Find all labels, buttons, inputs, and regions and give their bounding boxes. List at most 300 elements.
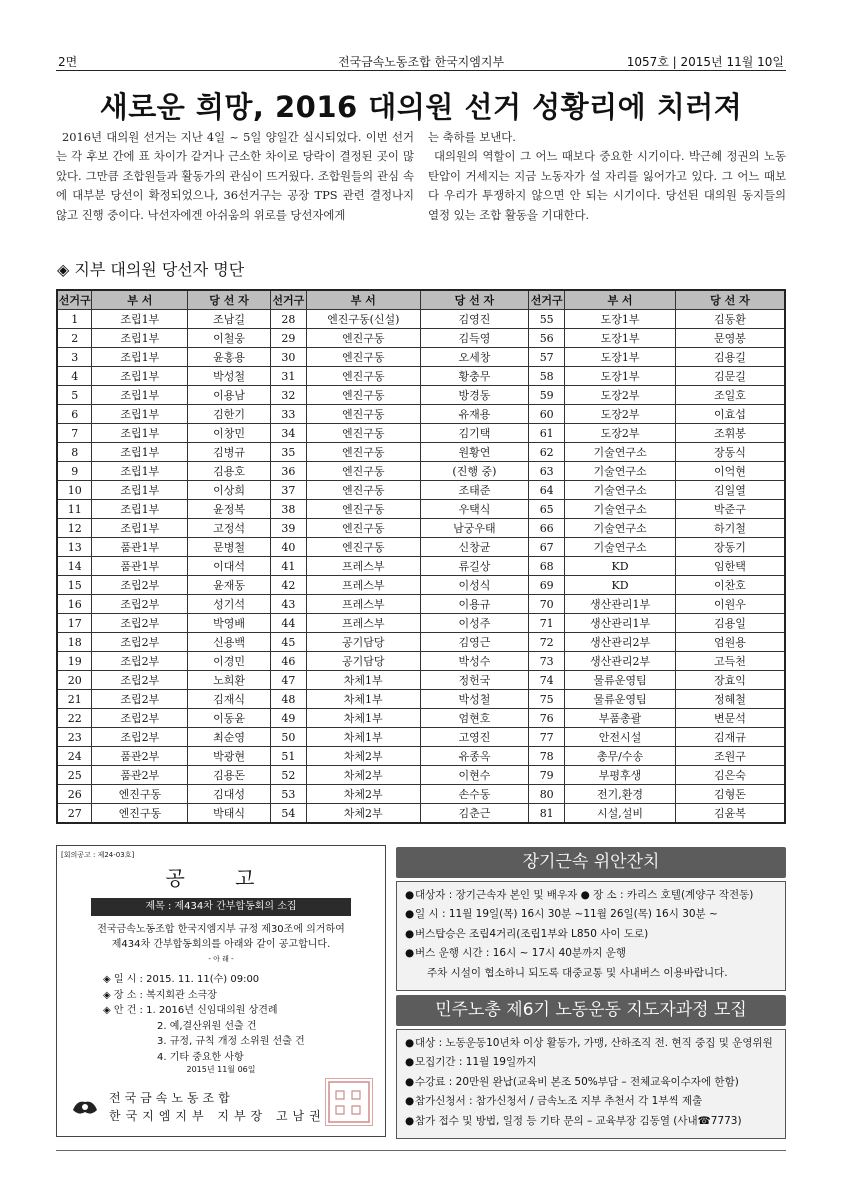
table-cell: 오세창 — [420, 348, 529, 367]
table-cell: 윤홍용 — [188, 348, 271, 367]
table-cell: 원황연 — [420, 443, 529, 462]
table-cell: 75 — [529, 690, 565, 709]
table-row — [57, 386, 785, 405]
table-cell: 남궁우태 — [420, 519, 529, 538]
table-cell: 기술연구소 — [565, 519, 676, 538]
table-cell: 고득천 — [675, 652, 785, 671]
table-cell: 프레스부 — [306, 595, 420, 614]
table-cell: 65 — [529, 500, 565, 519]
footer-divider — [56, 1150, 786, 1151]
table-row — [57, 633, 785, 652]
table-cell: 신용백 — [188, 633, 271, 652]
table-cell: 윤재동 — [188, 576, 271, 595]
table-row — [57, 614, 785, 633]
table-cell: 엔진구동 — [306, 462, 420, 481]
table-cell: 박태식 — [188, 804, 271, 824]
table-cell: 김한기 — [188, 405, 271, 424]
table-cell: 유재용 — [420, 405, 529, 424]
table-cell: 32 — [270, 386, 306, 405]
table-row — [57, 595, 785, 614]
column-header: 부 서 — [565, 290, 676, 310]
table-cell: 장동기 — [675, 538, 785, 557]
table-cell: 17 — [57, 614, 92, 633]
notice-reference: [회의공고 : 제24-03호] — [61, 851, 135, 859]
table-cell: 조립1부 — [92, 462, 188, 481]
headline: 새로운 희망, 2016 대의원 선거 성황리에 치러져 — [99, 90, 743, 124]
table-cell: 엔진구동 — [306, 386, 420, 405]
table-cell: 유종옥 — [420, 747, 529, 766]
table-cell: 74 — [529, 671, 565, 690]
table-cell: 물류운영팀 — [565, 690, 676, 709]
table-cell: 엔진구동 — [92, 804, 188, 824]
intro-paragraph: 대의원의 역할이 그 어느 때보다 중요한 시기이다. 박근혜 정권의 노동탄압이 거세지는 지금 노동자가 설 자리를 잃어가고 있다. 그 어느 때보다 우리가 투쟁하지 않으면 안 되는 시기이다. 당선된 대의원 동지들의 열정 있는 조합 활동을 기대한다. — [428, 149, 786, 222]
table-cell: 59 — [529, 386, 565, 405]
table-cell: 정혜철 — [675, 690, 785, 709]
table-cell: 차체2부 — [306, 747, 420, 766]
table-cell: 4 — [57, 367, 92, 386]
page-header — [56, 50, 786, 70]
info-item: ●대상 : 노동운동10년차 이상 활동가, 가맹, 산하조직 전. 현직 중집 및 운영위원 — [405, 1037, 773, 1049]
table-cell: 김영진 — [420, 310, 529, 329]
table-cell: 49 — [270, 709, 306, 728]
table-cell: 1 — [57, 310, 92, 329]
table-cell: 조립2부 — [92, 633, 188, 652]
table-cell: 김병규 — [188, 443, 271, 462]
signature-name: 한국지엠지부 지부장 고남권 — [109, 1109, 326, 1123]
table-cell: 박영배 — [188, 614, 271, 633]
table-cell: 조립2부 — [92, 709, 188, 728]
table-cell: 54 — [270, 804, 306, 824]
table-cell: 차체1부 — [306, 709, 420, 728]
table-cell: 기술연구소 — [565, 538, 676, 557]
table-cell: 이성주 — [420, 614, 529, 633]
table-cell: 엔진구동 — [306, 367, 420, 386]
table-cell: 38 — [270, 500, 306, 519]
table-row — [57, 481, 785, 500]
table-cell: 도장2부 — [565, 386, 676, 405]
table-cell: 41 — [270, 557, 306, 576]
table-cell: KD — [565, 576, 676, 595]
table-cell: 고영진 — [420, 728, 529, 747]
table-cell: 36 — [270, 462, 306, 481]
table-cell: 57 — [529, 348, 565, 367]
table-cell: 50 — [270, 728, 306, 747]
table-cell: 김영근 — [420, 633, 529, 652]
table-cell: 이찬호 — [675, 576, 785, 595]
table-cell: 44 — [270, 614, 306, 633]
column-header: 당 선 자 — [188, 290, 271, 310]
table-cell: 류길상 — [420, 557, 529, 576]
table-cell: 김용돈 — [188, 766, 271, 785]
table-cell: 5 — [57, 386, 92, 405]
table-cell: 부평후생 — [565, 766, 676, 785]
table-cell: 도장1부 — [565, 348, 676, 367]
table-cell: 부품총괄 — [565, 709, 676, 728]
table-cell: 3 — [57, 348, 92, 367]
table-cell: 문영봉 — [675, 329, 785, 348]
table-cell: 62 — [529, 443, 565, 462]
table-cell: 김득영 — [420, 329, 529, 348]
table-cell: 24 — [57, 747, 92, 766]
table-cell: 조립2부 — [92, 595, 188, 614]
column-header: 선거구 — [57, 290, 92, 310]
table-cell: 61 — [529, 424, 565, 443]
table-cell: 김용길 — [675, 348, 785, 367]
table-cell: 차체1부 — [306, 690, 420, 709]
table-cell: 76 — [529, 709, 565, 728]
table-cell: 프레스부 — [306, 576, 420, 595]
table-cell: (진행 중) — [420, 462, 529, 481]
table-cell: 이경민 — [188, 652, 271, 671]
table-cell: 프레스부 — [306, 557, 420, 576]
table-cell: 생산관리2부 — [565, 633, 676, 652]
table-cell: 엔진구동(신설) — [306, 310, 420, 329]
table-cell: 63 — [529, 462, 565, 481]
table-row — [57, 690, 785, 709]
info-item: ●모집기간 : 11월 19일까지 — [405, 1056, 537, 1069]
table-cell: 16 — [57, 595, 92, 614]
table-cell: 조일호 — [675, 386, 785, 405]
table-cell: 6 — [57, 405, 92, 424]
table-cell: 67 — [529, 538, 565, 557]
table-row — [57, 424, 785, 443]
table-cell: 노희환 — [188, 671, 271, 690]
table-cell: 이창민 — [188, 424, 271, 443]
table-cell: 김춘근 — [420, 804, 529, 824]
table-cell: 김용호 — [188, 462, 271, 481]
table-row — [57, 310, 785, 329]
table-cell: 엄원용 — [675, 633, 785, 652]
table-cell: 도장2부 — [565, 424, 676, 443]
table-cell: 39 — [270, 519, 306, 538]
table-cell: 우택식 — [420, 500, 529, 519]
table-cell: 조립1부 — [92, 348, 188, 367]
table-cell: 기술연구소 — [565, 481, 676, 500]
table-cell: 조립2부 — [92, 728, 188, 747]
table-cell: 김윤복 — [675, 804, 785, 824]
table-cell: 조립1부 — [92, 367, 188, 386]
info-item: ●일 시 : 11월 19일(목) 16시 30분 ~11월 26일(목) 16시 30분 ~ — [405, 908, 718, 921]
table-cell: 김대성 — [188, 785, 271, 804]
table-cell: 박성철 — [188, 367, 271, 386]
table-cell: 엔진구동 — [306, 481, 420, 500]
header-divider — [56, 70, 786, 71]
table-cell: 14 — [57, 557, 92, 576]
table-cell: 23 — [57, 728, 92, 747]
table-cell: 이용규 — [420, 595, 529, 614]
table-cell: 26 — [57, 785, 92, 804]
table-cell: 조태준 — [420, 481, 529, 500]
table-cell: 차체2부 — [306, 785, 420, 804]
table-cell: 생산관리2부 — [565, 652, 676, 671]
intro-column-right — [428, 128, 786, 225]
table-cell: 이억현 — [675, 462, 785, 481]
table-cell: 2 — [57, 329, 92, 348]
table-cell: 60 — [529, 405, 565, 424]
table-cell: 조립1부 — [92, 481, 188, 500]
section-title: ◈ 지부 대의원 당선자 명단 — [57, 260, 245, 279]
table-cell: 박성철 — [420, 690, 529, 709]
table-cell: 37 — [270, 481, 306, 500]
table-row — [57, 329, 785, 348]
notice-title: 공 고 — [165, 866, 277, 890]
table-cell: 이용남 — [188, 386, 271, 405]
notice-body-line: 전국금속노동조합 한국지엠지부 규정 제30조에 의거하여 — [97, 924, 345, 935]
long-service-info — [396, 881, 786, 991]
table-cell: 조남길 — [188, 310, 271, 329]
table-cell: 차체1부 — [306, 728, 420, 747]
table-cell: 조립1부 — [92, 329, 188, 348]
table-cell: 이성식 — [420, 576, 529, 595]
info-item: ●대상자 : 장기근속자 본인 및 배우자 ● 장 소 : 카리스 호텔(계양구 작전동) — [405, 889, 754, 901]
table-cell: 66 — [529, 519, 565, 538]
table-cell: 48 — [270, 690, 306, 709]
table-cell: 물류운영팀 — [565, 671, 676, 690]
table-cell: 7 — [57, 424, 92, 443]
table-cell: 공기담당 — [306, 652, 420, 671]
table-cell: 조립2부 — [92, 671, 188, 690]
table-cell: 조립2부 — [92, 652, 188, 671]
table-cell: 엔진구동 — [306, 348, 420, 367]
table-cell: 33 — [270, 405, 306, 424]
table-cell: 시설,설비 — [565, 804, 676, 824]
issue-date: 1057호 | 2015년 11월 10일 — [626, 55, 784, 69]
table-cell: 엔진구동 — [306, 519, 420, 538]
column-header: 당 선 자 — [420, 290, 529, 310]
table-cell: 52 — [270, 766, 306, 785]
table-cell: 조립1부 — [92, 386, 188, 405]
table-cell: 도장1부 — [565, 367, 676, 386]
table-cell: 64 — [529, 481, 565, 500]
table-cell: 윤정복 — [188, 500, 271, 519]
table-cell: 김재규 — [675, 728, 785, 747]
column-header: 부 서 — [306, 290, 420, 310]
union-emblem-icon — [71, 1096, 99, 1118]
table-cell: 51 — [270, 747, 306, 766]
meeting-notice — [56, 845, 386, 1137]
table-cell: 42 — [270, 576, 306, 595]
table-cell: 도장1부 — [565, 329, 676, 348]
table-row — [57, 709, 785, 728]
table-cell: 총무/수송 — [565, 747, 676, 766]
table-row — [57, 500, 785, 519]
column-header: 당 선 자 — [675, 290, 785, 310]
table-cell: 김재식 — [188, 690, 271, 709]
table-cell: 이동윤 — [188, 709, 271, 728]
table-cell: 18 — [57, 633, 92, 652]
table-cell: 73 — [529, 652, 565, 671]
table-cell: 최순영 — [188, 728, 271, 747]
notice-date: 2015년 11월 06일 — [186, 1065, 256, 1074]
table-cell: 19 — [57, 652, 92, 671]
intro-paragraph: 는 축하를 보낸다. — [428, 130, 516, 144]
table-cell: 김형돈 — [675, 785, 785, 804]
table-cell: 47 — [270, 671, 306, 690]
table-cell: 68 — [529, 557, 565, 576]
table-cell: 차체1부 — [306, 671, 420, 690]
table-cell: 조립1부 — [92, 424, 188, 443]
table-cell: 77 — [529, 728, 565, 747]
table-cell: 40 — [270, 538, 306, 557]
table-row — [57, 804, 785, 824]
table-row — [57, 766, 785, 785]
table-cell: 엔진구동 — [306, 329, 420, 348]
table-cell: 45 — [270, 633, 306, 652]
table-cell: 변문석 — [675, 709, 785, 728]
table-cell: 조립1부 — [92, 443, 188, 462]
notice-item: ◈ 일 시 : 2015. 11. 11(수) 09:00 — [103, 974, 260, 985]
signature-org: 전국금속노동조합 — [109, 1091, 234, 1105]
table-cell: 문병철 — [188, 538, 271, 557]
info-item: ●수강료 : 20만원 완납(교육비 본조 50%부담 – 전체교육이수자에 한함) — [405, 1075, 739, 1088]
table-row — [57, 462, 785, 481]
table-cell: 10 — [57, 481, 92, 500]
table-cell: KD — [565, 557, 676, 576]
table-row — [57, 576, 785, 595]
table-cell: 기술연구소 — [565, 500, 676, 519]
table-cell: 박광현 — [188, 747, 271, 766]
notice-item: ◈ 장 소 : 복지회관 소극장 — [103, 989, 217, 1001]
table-cell: 9 — [57, 462, 92, 481]
table-cell: 28 — [270, 310, 306, 329]
table-cell: 81 — [529, 804, 565, 824]
table-cell: 차체2부 — [306, 766, 420, 785]
official-seal-icon — [325, 1078, 373, 1126]
table-row — [57, 557, 785, 576]
table-row — [57, 671, 785, 690]
table-cell: 8 — [57, 443, 92, 462]
table-cell: 장동식 — [675, 443, 785, 462]
table-row — [57, 538, 785, 557]
table-cell: 하기철 — [675, 519, 785, 538]
table-cell: 프레스부 — [306, 614, 420, 633]
table-cell: 김동환 — [675, 310, 785, 329]
table-cell: 12 — [57, 519, 92, 538]
notice-subitem: 4. 기타 중요한 사항 — [157, 1051, 244, 1063]
table-cell: 53 — [270, 785, 306, 804]
table-cell: 고정석 — [188, 519, 271, 538]
table-cell: 신창균 — [420, 538, 529, 557]
intro-column-left — [56, 128, 414, 225]
page-number: 2면 — [58, 55, 78, 69]
table-cell: 35 — [270, 443, 306, 462]
table-row — [57, 785, 785, 804]
table-cell: 품관1부 — [92, 538, 188, 557]
table-cell: 20 — [57, 671, 92, 690]
table-cell: 13 — [57, 538, 92, 557]
table-cell: 공기담당 — [306, 633, 420, 652]
table-cell: 조립1부 — [92, 500, 188, 519]
notice-subject: 제목 : 제434차 간부합동회의 소집 — [91, 898, 351, 916]
table-cell: 김기택 — [420, 424, 529, 443]
table-row — [57, 652, 785, 671]
notice-subitem: 3. 규정, 규칙 개정 소위원 선출 건 — [157, 1036, 305, 1048]
intro-paragraph: 2016년 대의원 선거는 지난 4일 ~ 5일 양일간 실시되었다. 이번 선거는 각 후보 간에 표 차이가 같거나 근소한 차이로 당락이 결정된 곳이 많았다. 그만큼 조합원들과 활동가의 관심이 뜨거웠다. 조합원들의 관심 속에 대부분 당선이 확정되었으나, 36선거구는 공장 TPS 관련 결정나지 않고 진행 중이다. 낙선자에겐 아쉬움의 위로를 당선자에게 — [56, 130, 414, 222]
table-cell: 엔진구동 — [306, 424, 420, 443]
table-cell: 이효섭 — [675, 405, 785, 424]
table-row — [57, 728, 785, 747]
table-cell: 21 — [57, 690, 92, 709]
table-row — [57, 367, 785, 386]
table-cell: 품관1부 — [92, 557, 188, 576]
table-cell: 80 — [529, 785, 565, 804]
table-cell: 김문길 — [675, 367, 785, 386]
table-cell: 79 — [529, 766, 565, 785]
table-cell: 임한택 — [675, 557, 785, 576]
table-cell: 이상희 — [188, 481, 271, 500]
table-cell: 품관2부 — [92, 747, 188, 766]
table-cell: 황충무 — [420, 367, 529, 386]
table-cell: 김은숙 — [675, 766, 785, 785]
table-cell: 도장2부 — [565, 405, 676, 424]
table-cell: 기술연구소 — [565, 462, 676, 481]
table-cell: 43 — [270, 595, 306, 614]
table-cell: 김용일 — [675, 614, 785, 633]
table-cell: 도장1부 — [565, 310, 676, 329]
table-cell: 11 — [57, 500, 92, 519]
table-row — [57, 747, 785, 766]
info-item: ●버스탑승은 조립4거리(조립1부와 L850 사이 도로) — [405, 927, 649, 940]
column-header: 선거구 — [270, 290, 306, 310]
table-cell: 조립1부 — [92, 519, 188, 538]
table-cell: 엔진구동 — [92, 785, 188, 804]
table-cell: 조립2부 — [92, 576, 188, 595]
table-cell: 손수동 — [420, 785, 529, 804]
notice-item: ◈ 안 건 : 1. 2016년 신임대의원 상견례 — [103, 1005, 278, 1017]
info-note: 주차 시설이 협소하니 되도록 대중교통 및 사내버스 이용바랍니다. — [427, 966, 728, 979]
table-row — [57, 443, 785, 462]
table-cell: 이현수 — [420, 766, 529, 785]
table-cell: 70 — [529, 595, 565, 614]
table-cell: 29 — [270, 329, 306, 348]
table-cell: 25 — [57, 766, 92, 785]
table-row — [57, 348, 785, 367]
publisher-name: 전국금속노동조합 한국지엠지부 — [337, 55, 505, 69]
table-cell: 46 — [270, 652, 306, 671]
table-cell: 27 — [57, 804, 92, 824]
table-cell: 조립1부 — [92, 310, 188, 329]
notice-body — [57, 922, 385, 967]
table-cell: 이원우 — [675, 595, 785, 614]
table-cell: 31 — [270, 367, 306, 386]
info-item: ●버스 운행 시간 : 16시 ~ 17시 40분까지 운행 — [405, 947, 626, 960]
table-cell: 조립1부 — [92, 405, 188, 424]
table-cell: 34 — [270, 424, 306, 443]
notice-items — [103, 972, 305, 1066]
table-cell: 71 — [529, 614, 565, 633]
table-cell: 정헌국 — [420, 671, 529, 690]
table-cell: 55 — [529, 310, 565, 329]
table-cell: 안전시설 — [565, 728, 676, 747]
table-cell: 장효익 — [675, 671, 785, 690]
table-cell: 조휘봉 — [675, 424, 785, 443]
table-cell: 72 — [529, 633, 565, 652]
column-header: 선거구 — [529, 290, 565, 310]
table-cell: 22 — [57, 709, 92, 728]
table-row — [57, 405, 785, 424]
table-cell: 방경동 — [420, 386, 529, 405]
table-cell: 김일열 — [675, 481, 785, 500]
table-cell: 15 — [57, 576, 92, 595]
table-cell: 박성수 — [420, 652, 529, 671]
column-header: 부 서 — [92, 290, 188, 310]
table-cell: 생산관리1부 — [565, 595, 676, 614]
table-header-row — [57, 290, 785, 310]
table-cell: 78 — [529, 747, 565, 766]
table-cell: 조립2부 — [92, 614, 188, 633]
notice-subitem: 2. 예,결산위원 선출 건 — [157, 1020, 257, 1032]
table-cell: 기술연구소 — [565, 443, 676, 462]
